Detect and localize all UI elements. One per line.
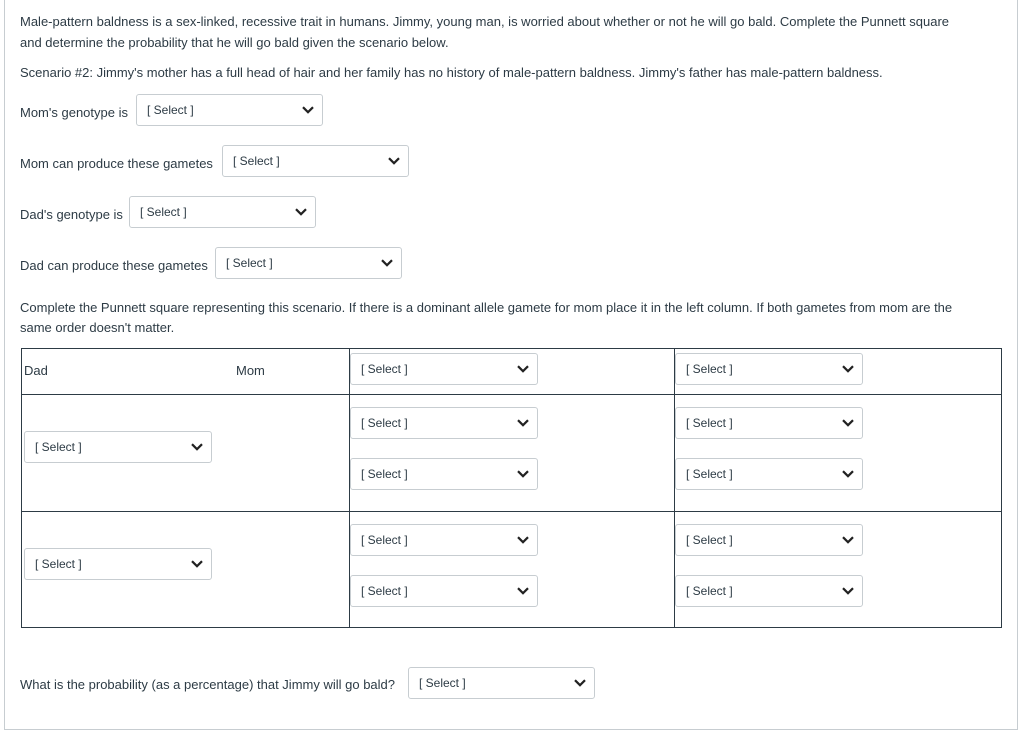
offspring-cell-1-1 (350, 395, 675, 512)
chevron-down-icon (295, 197, 307, 227)
punnett-instructions-line1: Complete the Punnett square representing this scenario. If there is a dominant allele gamete for mom place it in the left column. If both gametes from mom are the (20, 300, 953, 315)
select-value: [ Select ] (140, 205, 187, 219)
punnett-instructions-line2: same order doesn't matter. (20, 320, 175, 335)
select-value: [ Select ] (686, 467, 733, 481)
question-intro-line2: and determine the probability that he will go bald given the scenario below. (20, 35, 449, 50)
chevron-down-icon (842, 576, 854, 606)
select-value: [ Select ] (361, 467, 408, 481)
offspring-2-2-b-select[interactable] (675, 575, 863, 607)
dad-genotype-label: Dad's genotype is (20, 207, 123, 222)
chevron-down-icon (517, 354, 529, 384)
probability-label: What is the probability (as a percentage) that Jimmy will go bald? (20, 677, 396, 692)
chevron-down-icon (842, 408, 854, 438)
chevron-down-icon (388, 146, 400, 176)
chevron-down-icon (517, 576, 529, 606)
punnett-square-table (21, 348, 1002, 628)
select-value: [ Select ] (147, 103, 194, 117)
mom-gamete-cell-1 (350, 349, 675, 395)
select-value: [ Select ] (361, 533, 408, 547)
dad-gamete-1-select[interactable] (24, 431, 212, 463)
offspring-2-1-b-select[interactable] (350, 575, 538, 607)
chevron-down-icon (381, 248, 393, 278)
scenario-text: Scenario #2: Jimmy's mother has a full head of hair and her family has no history of male-pattern baldness. Jimmy's father has male-pattern baldness. (20, 65, 883, 80)
dad-gamete-cell-2 (22, 512, 350, 628)
select-value: [ Select ] (361, 416, 408, 430)
dad-gametes-select[interactable] (215, 247, 402, 279)
offspring-cell-2-1 (350, 512, 675, 628)
chevron-down-icon (517, 408, 529, 438)
select-value: [ Select ] (226, 256, 273, 270)
mom-genotype-select[interactable] (136, 94, 323, 126)
chevron-down-icon (842, 459, 854, 489)
chevron-down-icon (842, 354, 854, 384)
mom-genotype-label: Mom's genotype is (20, 105, 128, 120)
offspring-1-2-b-select[interactable] (675, 458, 863, 490)
dad-header: Dad (24, 363, 48, 378)
punnett-header-cell (22, 349, 350, 395)
select-value: [ Select ] (419, 676, 466, 690)
punnett-row-1 (22, 395, 1002, 512)
select-value: [ Select ] (35, 557, 82, 571)
mom-gametes-select[interactable] (222, 145, 409, 177)
chevron-down-icon (574, 668, 586, 698)
mom-gamete-1-select[interactable] (350, 353, 538, 385)
probability-select[interactable] (408, 667, 595, 699)
mom-header: Mom (236, 363, 265, 378)
offspring-cell-2-2 (675, 512, 1002, 628)
select-value: [ Select ] (686, 362, 733, 376)
dad-gametes-label: Dad can produce these gametes (20, 258, 208, 273)
chevron-down-icon (191, 432, 203, 462)
dad-genotype-select[interactable] (129, 196, 316, 228)
select-value: [ Select ] (233, 154, 280, 168)
offspring-1-1-b-select[interactable] (350, 458, 538, 490)
mom-gamete-cell-2 (675, 349, 1002, 395)
dad-gamete-cell-1 (22, 395, 350, 512)
offspring-2-1-a-select[interactable] (350, 524, 538, 556)
punnett-header-row (22, 349, 1002, 395)
select-value: [ Select ] (361, 362, 408, 376)
chevron-down-icon (191, 549, 203, 579)
chevron-down-icon (517, 525, 529, 555)
offspring-cell-1-2 (675, 395, 1002, 512)
select-value: [ Select ] (35, 440, 82, 454)
mom-gamete-2-select[interactable] (675, 353, 863, 385)
dad-gamete-2-select[interactable] (24, 548, 212, 580)
chevron-down-icon (517, 459, 529, 489)
offspring-2-2-a-select[interactable] (675, 524, 863, 556)
chevron-down-icon (302, 95, 314, 125)
select-value: [ Select ] (686, 416, 733, 430)
mom-gametes-label: Mom can produce these gametes (20, 156, 213, 171)
chevron-down-icon (842, 525, 854, 555)
punnett-row-2 (22, 512, 1002, 628)
question-intro-line1: Male-pattern baldness is a sex-linked, recessive trait in humans. Jimmy, young man, is worried about whether or not he will go bald. Complete the Punnett square (20, 14, 949, 29)
select-value: [ Select ] (686, 584, 733, 598)
select-value: [ Select ] (686, 533, 733, 547)
offspring-1-2-a-select[interactable] (675, 407, 863, 439)
select-value: [ Select ] (361, 584, 408, 598)
offspring-1-1-a-select[interactable] (350, 407, 538, 439)
